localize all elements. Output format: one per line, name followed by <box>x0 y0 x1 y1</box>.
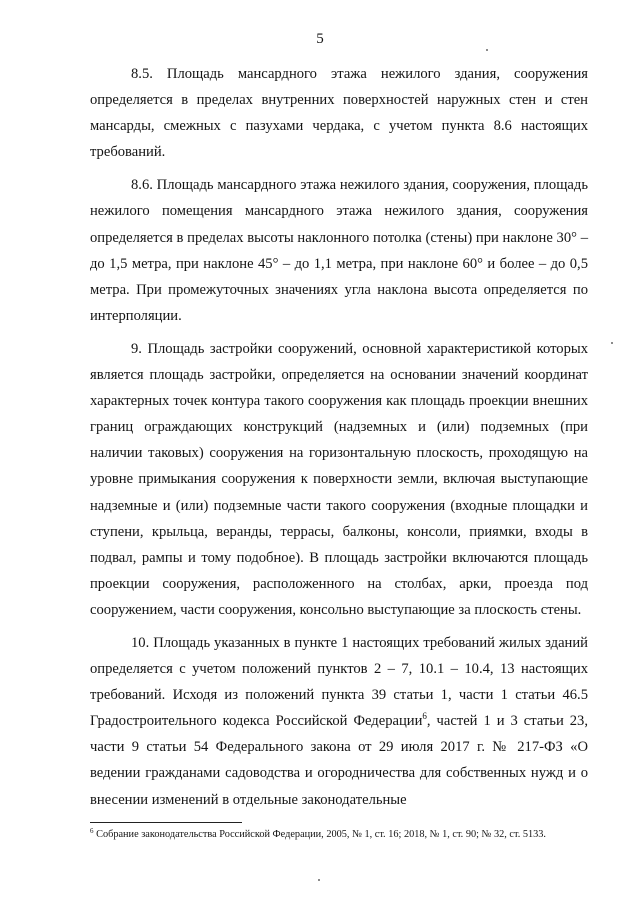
footnote-divider <box>90 822 242 823</box>
footnote-reference[interactable]: 6 <box>422 711 427 722</box>
paragraph-8-5: 8.5. Площадь мансардного этажа нежилого здания, сооружения определяется в пределах внутренних поверхностей наружных стен и стен мансарды, смежных с пазухами чердака, с учетом пункта 8.6 настоящих требований. <box>90 66 588 161</box>
footnote-marker: 6 <box>90 827 94 835</box>
paragraph-10-text-before: 10. Площадь указанных в пункте 1 настоящих требований жилых зданий определяется с учетом положений пунктов 2 – 7, 10.1 – 10.4, 13 настоящих требований. Исходя из положений пункта 39 статьи 1, части 1 статьи 46.5 Градостроительного кодекса Российской Федерации <box>90 634 588 730</box>
paragraph-10-text-after: , частей 1 и 3 статьи 23, части 9 статьи 54 Федерального закона от 29 июля 2017 г. № 217-ФЗ «О ведении гражданами садоводства и огородничества для собственных нужд и о внесении изменений в отдельные законодательные <box>90 713 588 808</box>
scan-speck <box>611 342 613 344</box>
paragraph-8-6: 8.6. Площадь мансардного этажа нежилого здания, сооружения, площадь нежилого помещения мансардного этажа нежилого здания, сооружения определяется в пределах высоты наклонного потолка (стены) при наклоне 30° – до 1,5 метра, при наклоне 45° – до 1,1 метра, при наклоне 60° и более – до 0,5 метра. При промежуточных значениях угла наклона высота определяется по интерполяции. <box>90 177 588 324</box>
footnote <box>90 828 590 841</box>
page-number: 5 <box>316 31 324 47</box>
paragraph-9: 9. Площадь застройки сооружений, основной характеристикой которых является площадь застройки, определяется на основании значений координат характерных точек контура такого сооружения как площадь проекции внешних границ ограждающих конструкций (надземных и (или) подземных (при наличии таковых) сооружения на горизонтальную плоскость, проходящую на уровне примыкания сооружения к поверхности земли, включая выступающие надземные и (или) подземные части такого сооружения (входные площадки и ступени, крыльца, веранды, террасы, балконы, консоли, приямки, входы в подвал, рампы и тому подобное). В площадь застройки включаются площадь проекции сооружения, расположенного на столбах, арки, проезда под сооружением, части сооружения, консольно выступающие за плоскость стены. <box>90 340 588 618</box>
body-text <box>90 61 588 820</box>
footnote-text: Собрание законодательства Российской Федерации, 2005, № 1, ст. 16; 2018, № 1, ст. 90; № 32, ст. 5133. <box>93 829 547 840</box>
paragraph-10 <box>90 630 588 813</box>
scan-speck <box>486 49 488 51</box>
scan-speck <box>318 879 320 881</box>
